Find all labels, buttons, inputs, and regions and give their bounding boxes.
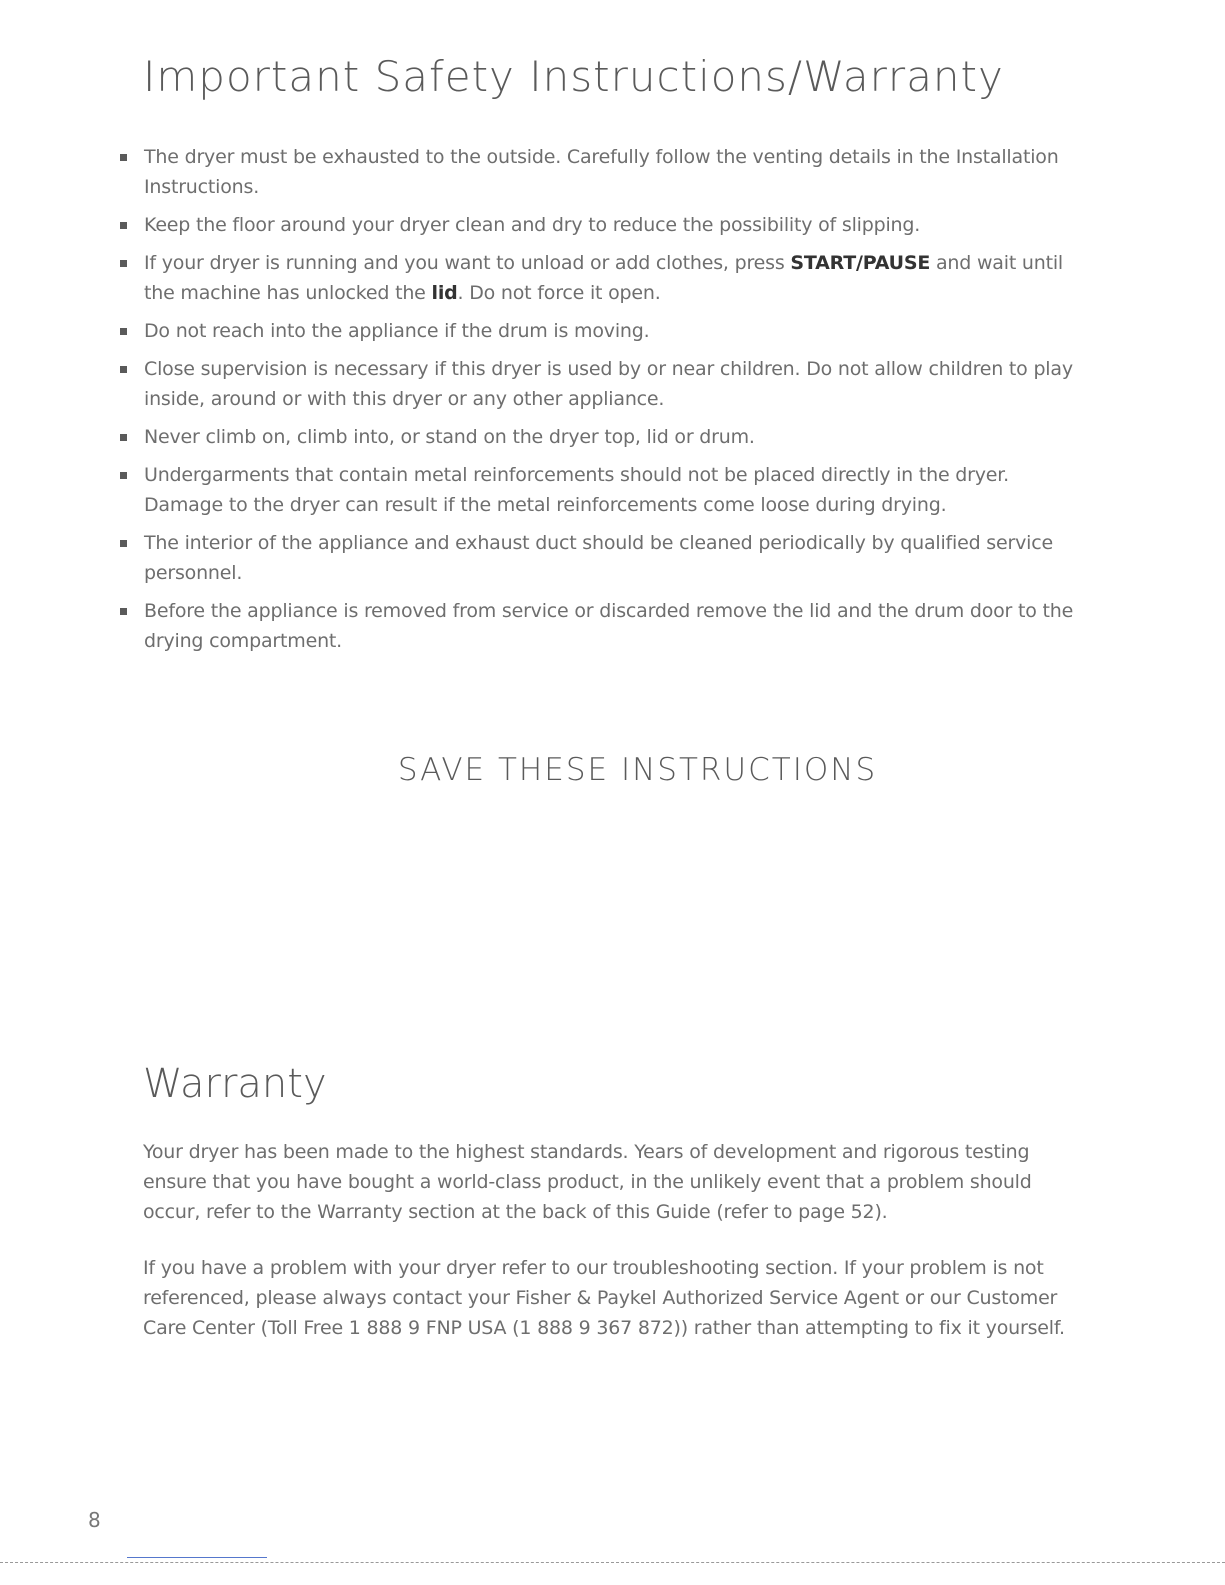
list-item [118, 528, 1078, 588]
list-item-text: Undergarments that contain metal reinforcements should not be placed directly in the dryer. Damage to the dryer can result if the metal reinforcements come loose during drying. [144, 464, 1009, 516]
list-item [118, 596, 1078, 656]
list-item-text-post: . Do not force it open. [457, 282, 661, 304]
list-item-text-mid: and wait until the machine has unlocked the [144, 252, 1064, 304]
list-item-text: The interior of the appliance and exhaust duct should be cleaned periodically by qualified service personnel. [144, 532, 1053, 584]
page-number: 8 [88, 1508, 101, 1532]
list-item [118, 422, 1078, 452]
square-bullet-icon [120, 328, 127, 335]
list-item-text: Close supervision is necessary if this dryer is used by or near children. Do not allow children to play inside, around or with this dryer or any other appliance. [144, 358, 1073, 410]
warranty-title: Warranty [143, 1061, 327, 1107]
list-item [118, 248, 1078, 308]
list-item [118, 210, 1078, 240]
list-item [118, 316, 1078, 346]
square-bullet-icon [120, 608, 127, 615]
start-pause-label: START/PAUSE [790, 252, 931, 274]
list-item-text: Keep the floor around your dryer clean and dry to reduce the possibility of slipping. [144, 214, 921, 236]
footer-divider [127, 1557, 267, 1558]
warranty-paragraph-2: If you have a problem with your dryer refer to our troubleshooting section. If your problem is not referenced, please always contact your Fisher & Paykel Authorized Service Agent or our Customer Care Center (Toll Free 1 888 9 FNP USA (1 888 9 367 872)) rather than attempting to fix it yourself. [143, 1257, 1065, 1339]
page-title: Important Safety Instructions/Warranty [143, 52, 1004, 101]
square-bullet-icon [120, 540, 127, 547]
square-bullet-icon [120, 434, 127, 441]
list-item-text: Before the appliance is removed from service or discarded remove the lid and the drum door to the drying compartment. [144, 600, 1074, 652]
lid-label: lid [431, 282, 458, 304]
square-bullet-icon [120, 222, 127, 229]
list-item [118, 460, 1078, 520]
square-bullet-icon [120, 472, 127, 479]
list-item-text-pre: If your dryer is running and you want to unload or add clothes, press [144, 252, 791, 274]
save-instructions-heading: SAVE THESE INSTRUCTIONS [397, 752, 878, 788]
list-item [118, 354, 1078, 414]
list-item-text: Do not reach into the appliance if the drum is moving. [144, 320, 650, 342]
footer-dashed-rule [0, 1562, 1225, 1564]
list-item-text: Never climb on, climb into, or stand on the dryer top, lid or drum. [144, 426, 755, 448]
safety-instructions-list [118, 142, 1078, 664]
warranty-paragraph-1: Your dryer has been made to the highest standards. Years of development and rigorous testing ensure that you have bought a world-class product, in the unlikely event that a problem should occur, refer to the Warranty section at the back of this Guide (refer to page 52). [143, 1141, 1032, 1223]
list-item-text: The dryer must be exhausted to the outside. Carefully follow the venting details in the Installation Instructions. [144, 146, 1059, 198]
square-bullet-icon [120, 366, 127, 373]
square-bullet-icon [120, 154, 127, 161]
square-bullet-icon [120, 260, 127, 267]
list-item [118, 142, 1078, 202]
